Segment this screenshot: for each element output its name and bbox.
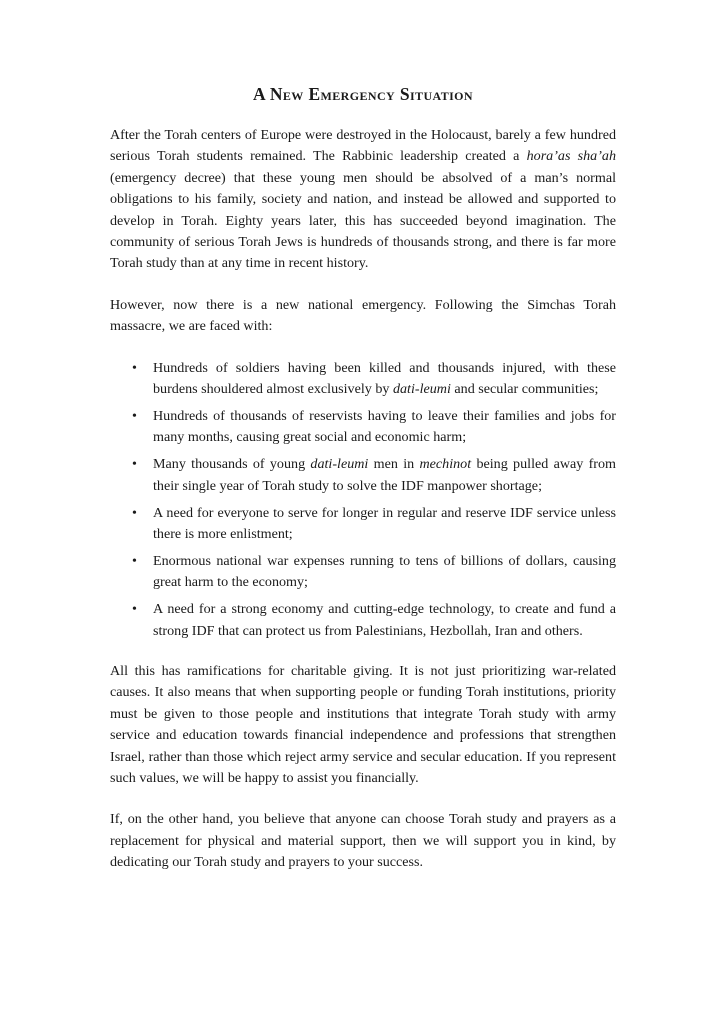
document-title: A New Emergency Situation (253, 84, 473, 104)
list-item (132, 406, 616, 449)
paragraph-4 (110, 809, 616, 873)
text-run: A need for a strong economy and cutting-edge technology, to create and fund a strong IDF that can protect us from Palestinians, Hezbollah, Iran and others. (153, 601, 616, 639)
text-run: Hundreds of thousands of reservists having to leave their families and jobs for many months, causing great social and economic harm; (153, 407, 616, 446)
list-item-text (153, 456, 616, 493)
text-run: (emergency decree) that these young men should be absolved of a man’s normal obligations to his family, society and nation, and instead be allowed and supported to develop in Torah. Eighty years later, this has succeeded beyond imagination. The community of serious Torah Jews is hundreds of thousands strong, and there is far more Torah study than at any time in recent history. (110, 169, 616, 272)
text-run: However, now there is a new national emergency. Following the Simchas Torah massacre, we are faced with: (110, 296, 616, 335)
list-item-text (153, 408, 616, 445)
bullet-icon: • (132, 457, 137, 473)
bullet-icon: • (132, 408, 137, 424)
bullet-icon: • (132, 602, 137, 618)
list-item (132, 551, 616, 594)
list-item (132, 358, 616, 401)
text-run: If, on the other hand, you believe that anyone can choose Torah study and prayers as a replacement for physical and material support, then we will support you in kind, by dedicating our Torah study and prayers to your success. (110, 811, 616, 871)
text-run: Enormous national war expenses running to tens of billions of dollars, causing great harm to the economy; (153, 552, 616, 591)
list-item-text (153, 553, 616, 590)
paragraph-1 (110, 125, 616, 275)
text-run: A need for everyone to serve for longer in regular and reserve IDF service unless there is more enlistment; (153, 504, 616, 542)
paragraph-3 (110, 661, 616, 789)
list-item-text (153, 505, 616, 542)
italic-term: hora’as sha’ah (526, 148, 616, 165)
document-page (110, 84, 616, 894)
text-run: Hundreds of soldiers having been killed and thousands injured, with these burdens shouldered almost exclusively by (153, 359, 616, 398)
bullet-icon: • (132, 505, 137, 521)
bullet-icon: • (132, 360, 137, 376)
list-item (132, 599, 616, 642)
text-run: Many thousands of young (153, 456, 311, 473)
text-run: After the Torah centers of Europe were destroyed in the Holocaust, barely a few hundred serious Torah students remained. The Rabbinic leadership created a (110, 127, 616, 165)
paragraph-2 (110, 295, 616, 338)
bullet-list (110, 358, 616, 642)
list-item-text (153, 601, 616, 638)
list-item (132, 454, 617, 497)
text-run: All this has ramifications for charitable giving. It is not just prioritizing war-related causes. It also means that when supporting people or funding Torah institutions, priority must be given to those people and institutions that integrate Torah study with army service and education towards financial independence and professions that strengthen Israel, rather than those which reject army service and secular education. If you represent such values, we will be happy to assist you financially. (110, 663, 616, 787)
list-item-text (153, 360, 616, 397)
text-run: and secular communities; (450, 381, 599, 398)
italic-term: mechinot (419, 456, 472, 473)
italic-term: dati-leumi (310, 456, 369, 473)
text-run: being pulled away from their single year of Torah study to solve the IDF manpower shortage; (153, 456, 617, 494)
list-item (132, 503, 616, 546)
italic-term: dati-leumi (392, 381, 451, 398)
bullet-icon: • (132, 553, 137, 569)
text-run: men in (368, 456, 420, 473)
